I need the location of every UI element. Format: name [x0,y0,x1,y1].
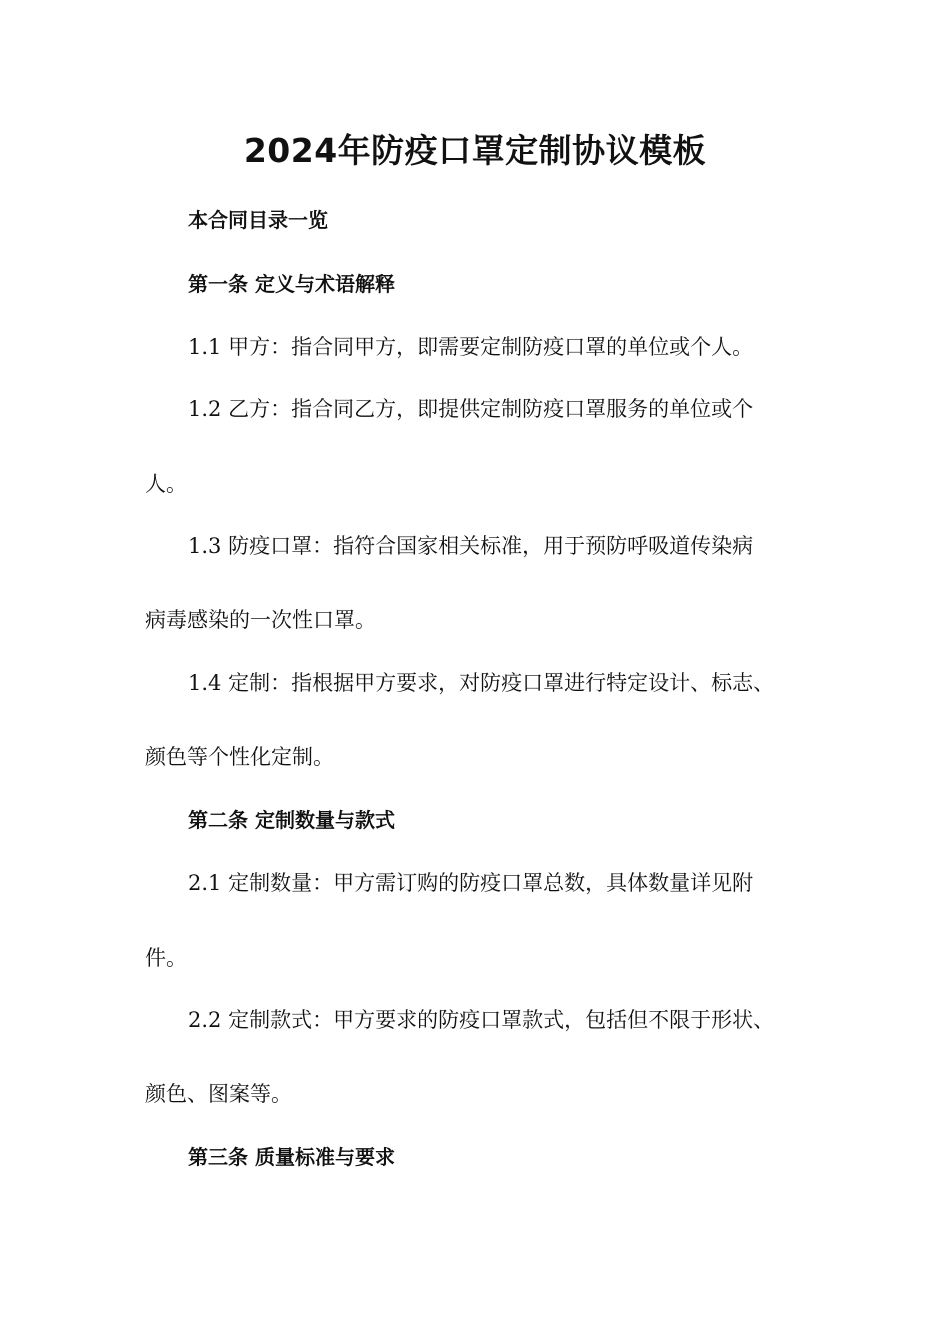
section-2-heading: 第二条 定制数量与款式 [188,808,395,832]
section-1-heading: 第一条 定义与术语解释 [188,272,395,296]
clause-1-3-line-1: 1.3 防疫口罩：指符合国家相关标准，用于预防呼吸道传染病 [188,534,754,558]
clause-2-1-line-2: 件。 [145,946,187,970]
section-3-heading: 第三条 质量标准与要求 [188,1145,395,1169]
clause-2-1-line-1: 2.1 定制数量：甲方需订购的防疫口罩总数，具体数量详见附 [188,871,754,895]
clause-1-4-line-2: 颜色等个性化定制。 [145,745,334,769]
document-title: 2024年防疫口罩定制协议模板 [243,131,707,170]
toc-heading: 本合同目录一览 [188,208,328,232]
clause-1-2-line-2: 人。 [145,472,187,496]
clause-1-3-line-2: 病毒感染的一次性口罩。 [145,608,376,632]
clause-1-4-line-1: 1.4 定制：指根据甲方要求，对防疫口罩进行特定设计、标志、 [188,671,775,695]
clause-1-1: 1.1 甲方：指合同甲方，即需要定制防疫口罩的单位或个人。 [188,335,754,359]
clause-2-2-line-1: 2.2 定制款式：甲方要求的防疫口罩款式，包括但不限于形状、 [188,1008,775,1032]
clause-1-2-line-1: 1.2 乙方：指合同乙方，即提供定制防疫口罩服务的单位或个 [188,397,754,421]
clause-2-2-line-2: 颜色、图案等。 [145,1082,292,1106]
